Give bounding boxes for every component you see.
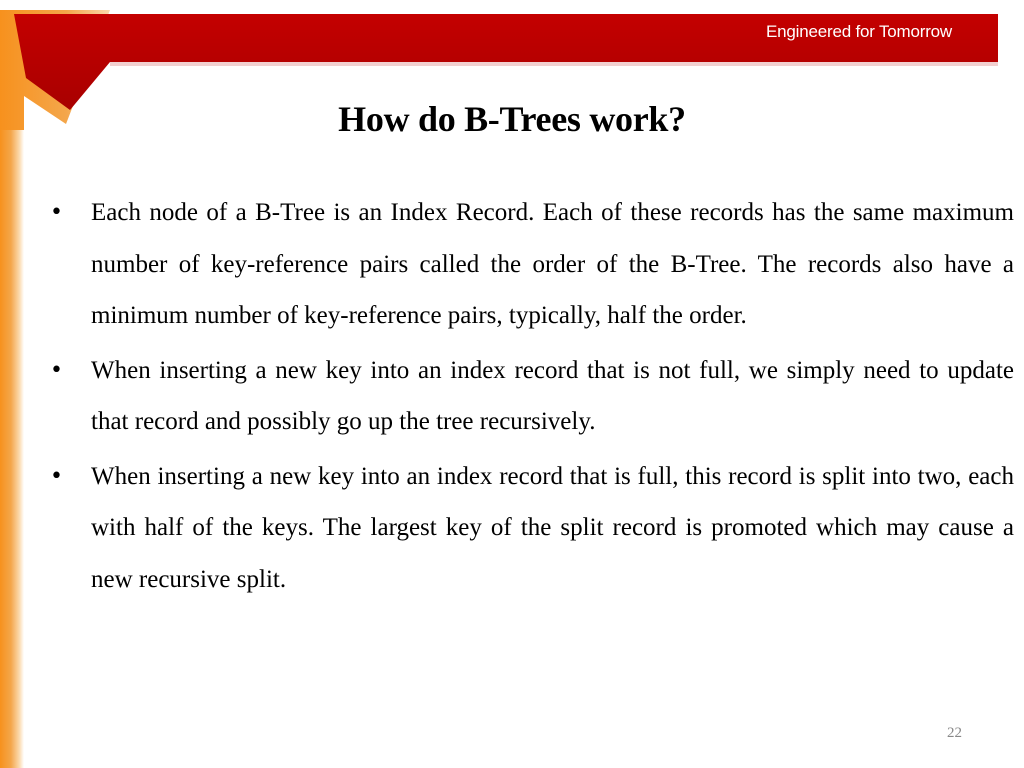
bullet-dot-icon: • [50,357,63,383]
bullet-text: Each node of a B-Tree is an Index Record. Each of these records has the same maximum number of key-reference pairs called the order of the B-Tree. The records also have a minimum number of key-reference pairs, typically, half the order. [91,199,1014,329]
bullet-item [50,187,1014,342]
bullet-item [50,451,1014,606]
bullet-list [50,187,1014,608]
bullet-text: When inserting a new key into an index record that is not full, we simply need to update that record and possibly go up the tree recursively. [91,356,1014,435]
header-divider [110,62,998,66]
tagline: Engineered for Tomorrow [766,22,952,41]
bullet-item [50,345,1014,448]
bullet-dot-icon: • [50,200,63,225]
bullet-text: When inserting a new key into an index record that is full, this record is split into two, each with half of the keys. The largest key of the split record is promoted which may cause a new recursive split. [91,462,1014,593]
left-accent-stripe [0,130,24,768]
page-number: 22 [947,725,962,741]
slide-title: How do B-Trees work? [338,99,686,140]
bullet-dot-icon: • [50,463,63,489]
